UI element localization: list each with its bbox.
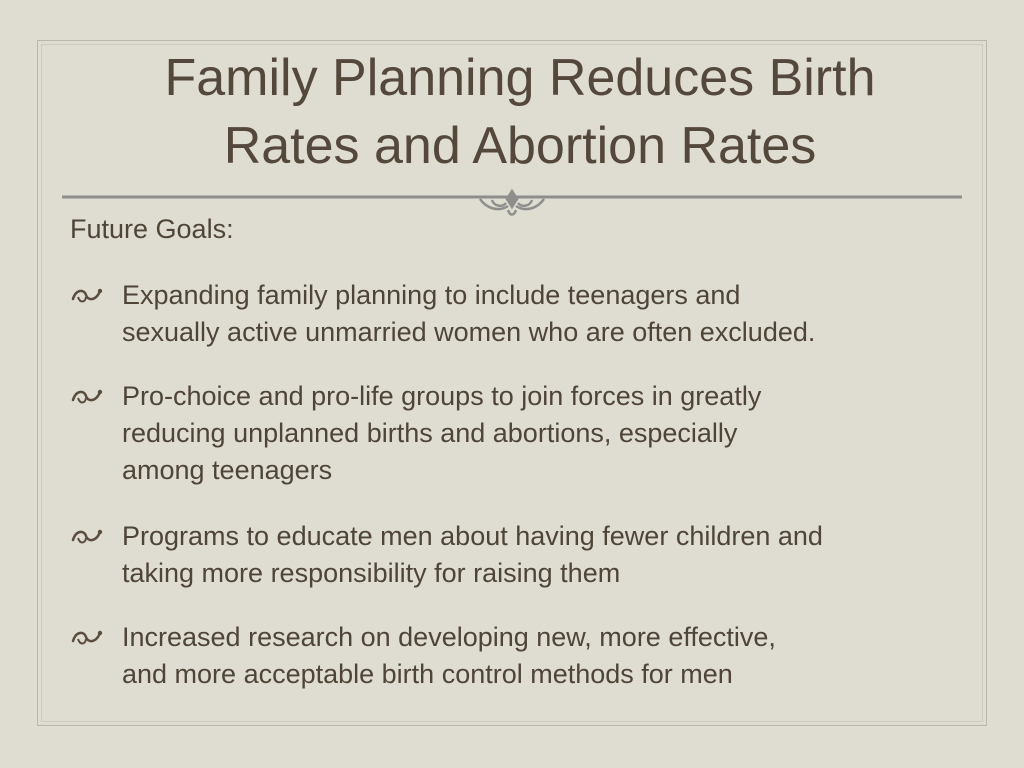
fleuron-icon (70, 384, 104, 408)
bullet-line: Increased research on developing new, more effective, (122, 622, 776, 652)
divider-ornament-icon (480, 191, 544, 215)
bullet-line: Expanding family planning to include teenagers and (122, 280, 741, 310)
bullet-line: among teenagers (122, 455, 333, 485)
bullet-line: sexually active unmarried women who are often excluded. (122, 317, 816, 347)
fleuron-icon (70, 524, 104, 548)
section-subtitle: Future Goals: (70, 214, 234, 244)
bullet-line: Programs to educate men about having fewer children and (122, 521, 823, 551)
bullet-line: taking more responsibility for raising them (122, 558, 621, 588)
bullet-text (122, 277, 1020, 351)
fleuron-icon (70, 283, 104, 307)
bullet-text (122, 378, 1020, 489)
slide-title (60, 44, 980, 180)
title-line-1: Family Planning Reduces Birth (164, 49, 876, 107)
bullet-line: reducing unplanned births and abortions, especially (122, 418, 738, 448)
fleuron-icon (70, 625, 104, 649)
title-line-2: Rates and Abortion Rates (223, 117, 817, 175)
bullet-line: and more acceptable birth control methods for men (122, 659, 733, 689)
bullet-text (122, 619, 1020, 693)
bullet-line: Pro-choice and pro-life groups to join forces in greatly (122, 381, 762, 411)
bullet-text (122, 518, 1020, 592)
